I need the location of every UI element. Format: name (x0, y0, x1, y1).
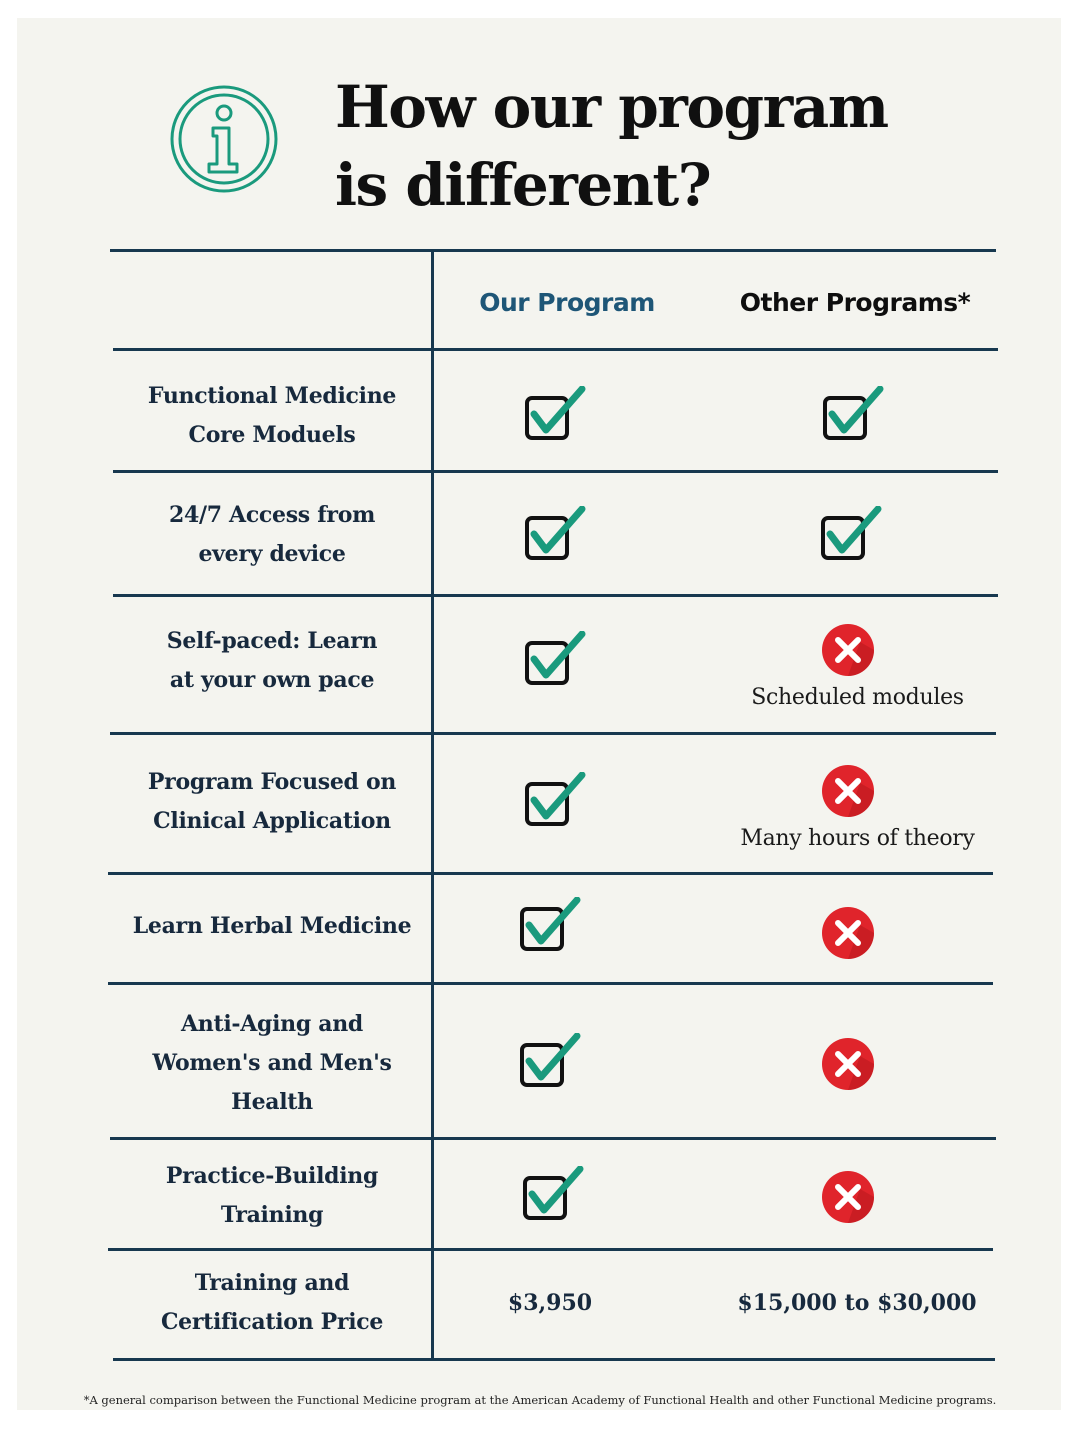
check-icon (823, 386, 885, 444)
column-header-our-program: Our Program (479, 288, 655, 317)
page-title (335, 68, 1035, 224)
other-programs-note: Many hours of theory (740, 826, 975, 851)
row-label-line: Self-paced: Learn (166, 628, 378, 654)
footnote: *A general comparison between the Functional Medicine program at the American Academy of Functional Health and other Functional Medicine programs. (83, 1393, 997, 1407)
row-label-anti-aging (112, 1005, 432, 1122)
row-label-line: Certification Price (160, 1309, 384, 1335)
check-icon (525, 506, 587, 564)
row-divider (108, 982, 993, 985)
row-divider (108, 1248, 993, 1251)
row-label-line: every device (198, 541, 346, 567)
row-label-line: Program Focused on (147, 769, 397, 795)
cross-icon (820, 1036, 876, 1092)
title-line-1: How our program (335, 73, 888, 141)
row-divider (108, 872, 993, 875)
row-label-line: Women's and Men's (152, 1050, 392, 1076)
cross-icon (820, 622, 876, 678)
check-icon (520, 897, 582, 955)
row-label-core-modules (112, 377, 432, 455)
row-label-herbal-medicine (112, 907, 432, 946)
row-label-line: Training (220, 1202, 324, 1228)
check-icon (821, 506, 883, 564)
check-icon (525, 772, 587, 830)
column-header-other-programs: Other Programs* (739, 288, 971, 317)
cross-icon (820, 905, 876, 961)
row-label-line: Health (231, 1089, 313, 1115)
check-icon (520, 1033, 582, 1091)
row-label-line: Core Moduels (188, 422, 356, 448)
row-label-line: Learn Herbal Medicine (132, 913, 412, 939)
row-divider (113, 348, 998, 351)
row-label-self-paced (112, 622, 432, 700)
row-label-line: Practice-Building (165, 1163, 379, 1189)
row-divider (110, 732, 996, 735)
row-label-practice-building (112, 1157, 432, 1235)
row-label-line: Clinical Application (153, 808, 391, 834)
row-label-access (112, 496, 432, 574)
row-label-line: Functional Medicine (147, 383, 397, 409)
row-label-line: Anti-Aging and (181, 1011, 363, 1037)
row-divider (110, 1137, 996, 1140)
table-top-border (110, 249, 996, 252)
info-icon (169, 84, 279, 194)
row-label-line: 24/7 Access from (168, 502, 376, 528)
row-divider (113, 594, 998, 597)
row-label-line: at your own pace (169, 667, 375, 693)
cross-icon (820, 1169, 876, 1225)
row-label-clinical-focus (112, 763, 432, 841)
other-programs-note: Scheduled modules (751, 685, 964, 710)
row-divider (113, 470, 998, 473)
cross-icon (820, 763, 876, 819)
check-icon (525, 631, 587, 689)
row-label-price (112, 1264, 432, 1342)
our-program-price: $3,950 (507, 1290, 593, 1316)
check-icon (523, 1166, 585, 1224)
other-programs-price: $15,000 to $30,000 (737, 1290, 977, 1316)
check-icon (525, 386, 587, 444)
title-line-2: is different? (335, 151, 711, 219)
table-bottom-border (113, 1358, 995, 1361)
row-label-line: Training and (194, 1270, 350, 1296)
